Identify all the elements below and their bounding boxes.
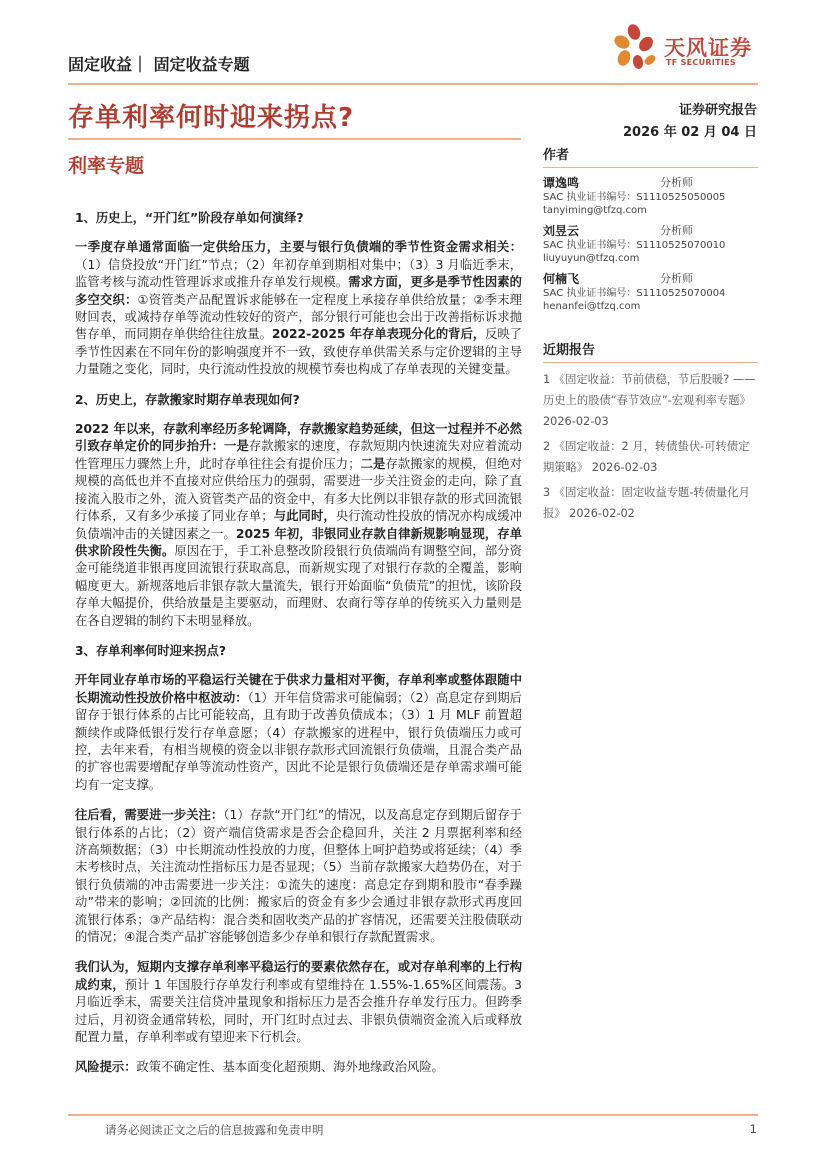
bold-text: 我们认为，短期内支撑存单利率平稳运行的要素依然存在，或对存单利率的上行构成约束，	[75, 960, 522, 992]
paragraph	[75, 807, 522, 946]
risk-note	[75, 1059, 522, 1076]
section-heading: 3、存单利率何时迎来拐点?	[75, 643, 226, 658]
text: 预计 1 年国股行存单发行利率或有望维持在 1.55%-1.65%区间震荡。3 月临近季末，需要关注信贷冲量现象和指标压力是否会推升存单发行压力。但跨季过后，月初资金通常转松，同时，开门红时点过去、非银负债端资金流入后或释放配置力量，存单利率或有望迎来下行机会。	[75, 977, 522, 1045]
recent-report-link[interactable]: 3 《固定收益：固定收益专题-转债量化月报》 2026-02-02	[543, 486, 750, 520]
author-role: 分析师	[660, 272, 693, 285]
footer-divider	[68, 1114, 758, 1116]
brand-logo	[610, 22, 760, 74]
disclaimer-notice: 请务必阅读正文之后的信息披露和免责申明	[105, 1123, 324, 1137]
text: 反映了季节性因素在不同年份的影响强度并不一致，致使存单供需关系与定价逻辑的主导力量随之变化，同时，央行流动性投放的规模节奏也构成了存单表现的关键变量。	[75, 327, 522, 377]
author-name: 何楠飞	[543, 272, 580, 286]
report-category: 固定收益｜ 固定收益专题	[68, 55, 250, 74]
report-type: 证券研究报告	[678, 103, 757, 118]
bold-text: 往后看，需要进一步关注：	[75, 808, 224, 823]
bold-text: 需求方面，更多是季节性因素的多空交织：	[75, 275, 522, 307]
bold-text: 二是	[360, 456, 386, 471]
text: 原因在于，手工补息整改阶段银行负债端尚有调整空间，部分资金可能绕道非银再度回流银行获取高息，而新规实现了对银行存款的全覆盖，影响幅度更大。新规落地后非银存款大量流失，银行开始面临“负债荒”的担忧，该阶段存单大幅提价，供给放量是主要驱动，而理财、农商行等存单的传统买入力量则是在各自逻辑的制约下未明显释放。	[75, 543, 522, 628]
recent-report-link[interactable]: 1 《固定收益：节前债稳，节后股暖? ——历史上的股债“春节效应”-宏观利率专题》 2026-02-03	[543, 373, 756, 428]
page-number: 1	[749, 1122, 757, 1136]
text: 央行流动性投放的情况亦构成缓冲负债端冲击的关键因素之一。	[75, 509, 522, 541]
brand-name-en: TF SECURITIES	[666, 58, 736, 67]
paragraph	[75, 959, 522, 1046]
report-subtitle: 利率专题	[68, 155, 145, 177]
author-email[interactable]: liuyuyun@tfzq.com	[543, 253, 640, 264]
authors-heading: 作者	[543, 144, 758, 168]
author-cert: SAC 执业证书编号：S1110525070010	[543, 240, 726, 251]
sidebar	[543, 144, 758, 528]
bold-text: 风险提示：	[75, 1060, 137, 1075]
recent-heading: 近期报告	[543, 339, 758, 363]
report-date: 2026 年 02 月 04 日	[623, 125, 757, 140]
paragraph	[75, 239, 522, 378]
bold-text: 2022-2025 年存单表现分化的背后，	[271, 327, 486, 342]
text: 存款搬家的规模，但绝对规模的高低也并不直接对应供给压力的强弱，需要进一步关注资金的走向，除了直接流入股市之外，流入资管类产品的资金中，有多大比例以非银存款的形式回流银行体系，又有多少承接了同业存单；	[75, 456, 522, 524]
text: 存款搬家的速度，存款短期内快速流失对应着流动性管理压力骤然上升，此时存单往往会有提价压力；	[75, 439, 522, 471]
author-card	[543, 174, 758, 217]
section-heading: 1、历史上，“开门红”阶段存单如何演绎?	[75, 211, 304, 225]
text: （1）信贷投放“开门红”节点；（2）年初存单到期相对集中；（3）3 月临近季末，监管考核与流动性管理诉求或推升存单发行规模。	[75, 257, 522, 290]
author-email[interactable]: tanyiming@tfzq.com	[543, 205, 647, 216]
bold-text: 开年同业存单市场的平稳运行关键在于供求力量相对平衡，存单利率或整体跟随中长期流动性投放价格中枢波动：	[75, 673, 522, 705]
recent-reports	[543, 339, 758, 524]
section-heading: 2、历史上，存款搬家时期存单表现如何?	[75, 392, 300, 407]
recent-report-link[interactable]: 2 《固定收益：2 月，转债蛰伏-可转债定期策略》 2026-02-03	[543, 440, 750, 474]
main-content	[75, 210, 522, 1090]
author-email[interactable]: henanfei@tfzq.com	[543, 301, 641, 312]
author-name: 谭逸鸣	[543, 176, 580, 190]
text: ①资管类产品配置诉求能够在一定程度上承接存单供给放量；②季末理财回表，或减持存单等流动性较好的资产，部分银行可能也会出于改善指标诉求抛售存单，而同期存单供给往往放量。	[75, 292, 522, 342]
author-card	[543, 270, 758, 313]
header-divider	[68, 83, 758, 85]
author-card	[543, 222, 758, 265]
paragraph	[75, 672, 522, 794]
text: 政策不确定性、基本面变化超预期、海外地缘政治风险。	[136, 1060, 444, 1075]
bold-text: 一季度存单通常面临一定供给压力，主要与银行负债端的季节性资金需求相关：	[75, 240, 522, 255]
bold-text: 2025 年初，非银同业存款自律新规影响显现，存单供求阶段性失衡。	[75, 526, 522, 558]
author-name: 刘昱云	[543, 224, 580, 238]
title-divider	[68, 138, 521, 140]
text: （1）存款“开门红”的情况，以及高息定存到期后留存于银行体系的占比；（2）资产端信贷需求是否会企稳回升，关注 2 月票据利率和经济高频数据；（3）中长期流动性投放的力度，但整体上呵护趋势或将延续；（4）季末考核时点，关注流动性指标压力是否显现；（5）当前存款搬家大趋势仍在，对于银行负债端的冲击需要进一步关注：①流失的速度：高息定存到期和股市“春季躁动”带来的影响；②回流的比例：搬家后的资金有多少会通过非银存款形式再度回流银行体系；③产品结构：混合类和固收类产品的扩容情况，还需要关注股债联动的情况；④混合类产品扩容能够创造多少存单和银行存款配置需求。	[75, 808, 522, 945]
text: （1）开年信贷需求可能偏弱；（2）高息定存到期后留存于银行体系的占比可能较高，且有助于改善负债成本；（3）1 月 MLF 前置超额续作或降低银行发行存单意愿；（4）存款搬家的进程中，银行负债端压力或可控，去年来看，有相当规模的资金以非银存款形式回流银行负债端，且混合类产品的扩容也需要增配存单等流动性资产，因此不论是银行负债端还是存单需求端可能均有一定支撑。	[75, 690, 522, 792]
logo-mark-icon	[610, 22, 662, 74]
bold-text: 2022 年以来，存款利率经历多轮调降，存款搬家趋势延续，但这一过程并不必然引致存单定价的同步抬升：一是	[75, 422, 522, 454]
brand-name-cn: 天风证券	[664, 36, 752, 60]
author-cert: SAC 执业证书编号：S1110525050005	[543, 192, 726, 203]
paragraph	[75, 421, 522, 630]
bold-text: 与此同时，	[273, 509, 336, 524]
author-role: 分析师	[660, 224, 693, 237]
author-role: 分析师	[660, 176, 693, 189]
report-title: 存单利率何时迎来拐点?	[68, 103, 355, 133]
author-cert: SAC 执业证书编号：S1110525070004	[543, 288, 726, 299]
